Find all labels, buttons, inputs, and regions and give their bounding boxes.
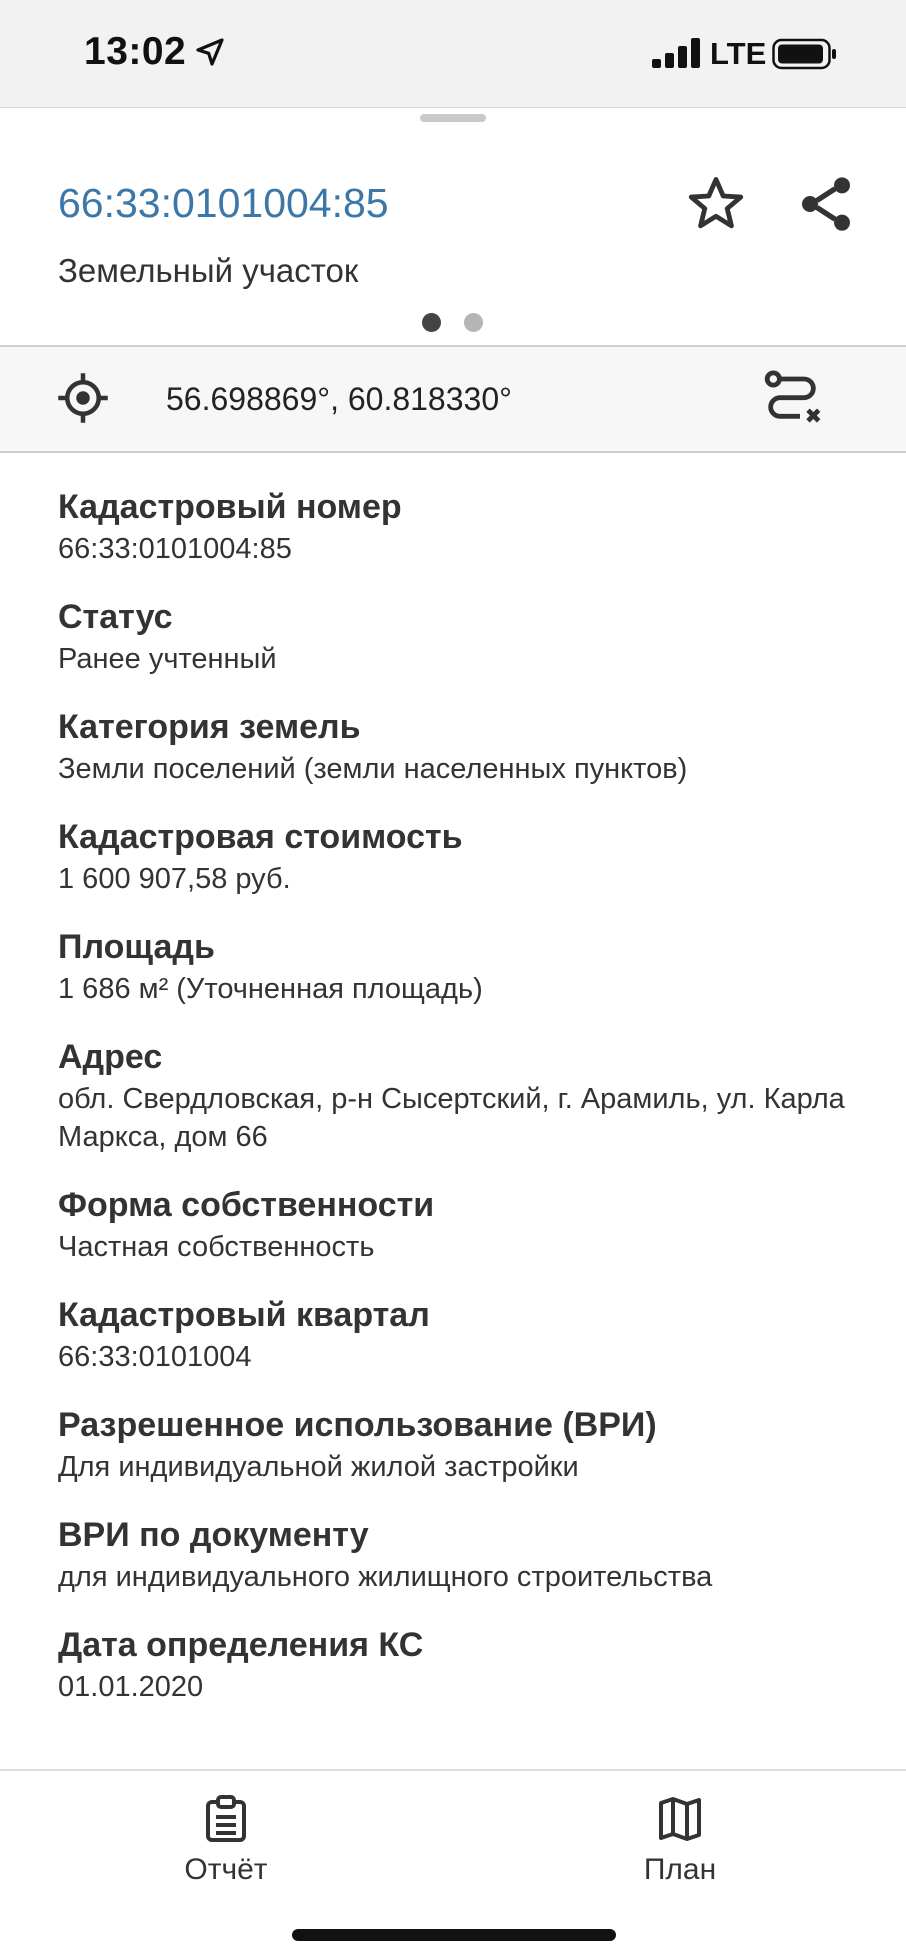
field-value[interactable]: 66:33:0101004:85 bbox=[58, 533, 292, 565]
battery-icon bbox=[772, 38, 838, 70]
share-icon[interactable] bbox=[794, 172, 858, 236]
page-dot-inactive[interactable] bbox=[464, 313, 483, 332]
field-label: Категория земель bbox=[58, 708, 361, 746]
field-permitted-use bbox=[58, 1404, 878, 1486]
carrier-label: LTE bbox=[710, 36, 767, 71]
status-time: 13:02 bbox=[84, 30, 187, 73]
divider bbox=[0, 451, 906, 453]
home-indicator[interactable] bbox=[292, 1929, 616, 1941]
field-status bbox=[58, 596, 878, 678]
coordinates-row bbox=[0, 347, 906, 451]
field-cadastral-number bbox=[58, 486, 878, 568]
field-label: Кадастровая стоимость bbox=[58, 818, 463, 856]
clipboard-icon bbox=[204, 1795, 248, 1843]
field-value[interactable]: Частная собственность bbox=[58, 1231, 375, 1263]
field-ownership-form bbox=[58, 1184, 878, 1266]
page-dot-active[interactable] bbox=[422, 313, 441, 332]
crosshair-icon[interactable] bbox=[56, 371, 110, 425]
field-label: Кадастровый номер bbox=[58, 488, 402, 526]
route-icon[interactable] bbox=[760, 367, 824, 431]
field-label: Дата определения КС bbox=[58, 1626, 424, 1664]
field-label: Разрешенное использование (ВРИ) bbox=[58, 1406, 657, 1444]
field-value[interactable]: 1 686 м² (Уточненная площадь) bbox=[58, 973, 483, 1005]
field-label: Площадь bbox=[58, 928, 215, 966]
field-land-category bbox=[58, 706, 878, 788]
field-label: Кадастровый квартал bbox=[58, 1296, 430, 1334]
field-value[interactable]: 66:33:0101004 bbox=[58, 1341, 252, 1373]
star-icon[interactable] bbox=[684, 172, 748, 236]
field-cadastral-value bbox=[58, 816, 878, 898]
field-label: Статус bbox=[58, 598, 173, 636]
signal-strength-icon bbox=[652, 38, 700, 68]
field-value[interactable]: Земли поселений (земли населенных пунктов) bbox=[58, 753, 688, 785]
field-cadastral-quarter bbox=[58, 1294, 878, 1376]
field-value[interactable]: Ранее учтенный bbox=[58, 643, 277, 675]
field-value[interactable]: 01.01.2020 bbox=[58, 1671, 204, 1703]
field-value[interactable]: обл. Свердловская, р-н Сысертский, г. Арамиль, ул. Карла Маркса, дом 66 bbox=[58, 1083, 845, 1153]
field-label: ВРИ по документу bbox=[58, 1516, 369, 1554]
field-value[interactable]: 1 600 907,58 руб. bbox=[58, 863, 291, 895]
parcel-type-subtitle: Земельный участок bbox=[58, 252, 359, 289]
field-value[interactable]: для индивидуального жилищного строительства bbox=[58, 1561, 713, 1593]
field-label: Форма собственности bbox=[58, 1186, 435, 1224]
sheet-grabber[interactable] bbox=[420, 114, 486, 122]
property-fields bbox=[58, 486, 878, 1769]
field-value[interactable]: Для индивидуальной жилой застройки bbox=[58, 1451, 579, 1483]
plan-button[interactable] bbox=[580, 1771, 780, 1891]
field-address bbox=[58, 1036, 878, 1156]
parcel-id-title[interactable]: 66:33:0101004:85 bbox=[58, 180, 389, 226]
report-label: Отчёт bbox=[184, 1853, 268, 1886]
field-area bbox=[58, 926, 878, 1008]
field-label: Адрес bbox=[58, 1038, 163, 1076]
field-permitted-use-document bbox=[58, 1514, 878, 1596]
coordinates-text[interactable]: 56.698869°, 60.818330° bbox=[166, 381, 512, 417]
map-icon bbox=[658, 1795, 702, 1843]
plan-label: План bbox=[643, 1853, 717, 1886]
page-indicator[interactable] bbox=[422, 313, 486, 333]
report-button[interactable] bbox=[126, 1771, 326, 1891]
status-bar bbox=[0, 0, 906, 108]
field-valuation-date bbox=[58, 1624, 878, 1706]
location-arrow-icon bbox=[194, 36, 226, 68]
